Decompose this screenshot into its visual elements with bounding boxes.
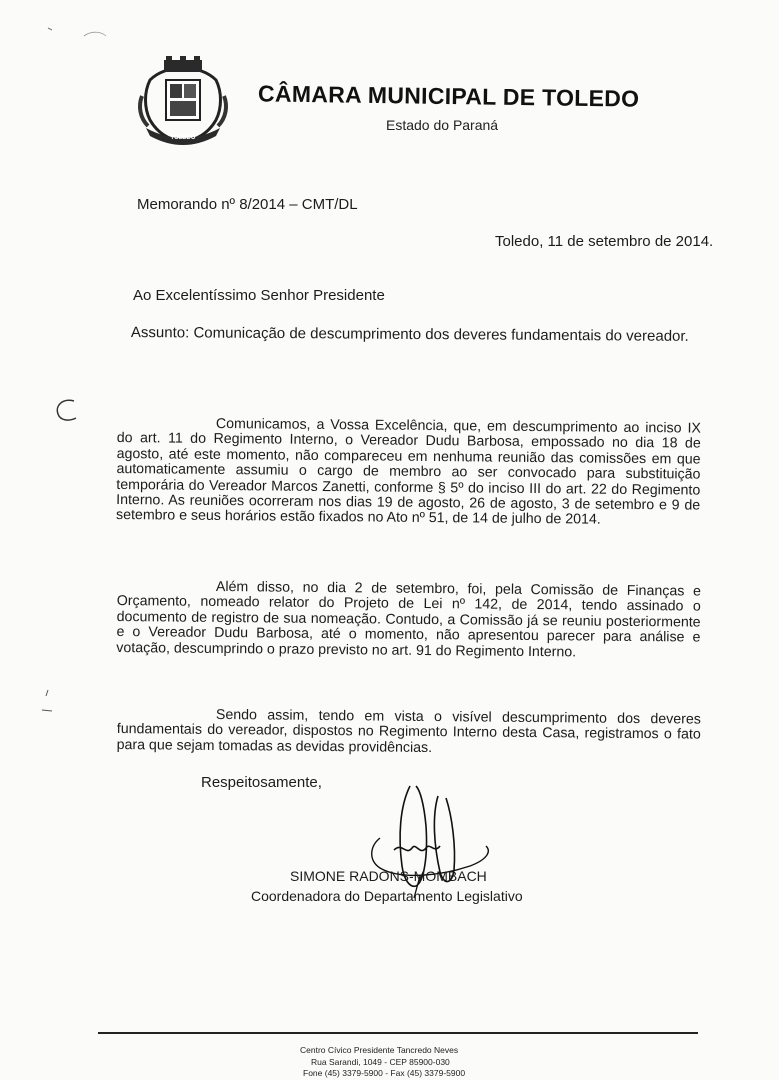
coat-of-arms-icon [136,56,230,148]
body-paragraph-2 [116,579,701,662]
place-date: Toledo, 11 de setembro de 2014. [495,233,714,250]
handwritten-signature [350,776,500,906]
paragraph-text: Além disso, no dia 2 de setembro, foi, pela Comissão de Finanças e Orçamento, nomeado relator do Projeto de Lei nº 142, de 2014, tendo assinado o documento de registro de sua nomeação. Contudo, a Comissão já se reuniu posteriormente e o Vereador Dudu Barbosa, até o momento, não apresentou parecer para análise e votação, descumprindo o prazo previsto no art. 91 do Regimento Interno. [116,578,701,661]
institution-state: Estado do Paraná [386,117,499,133]
memo-number: Memorando nº 8/2014 – CMT/DL [137,196,358,213]
footer-divider [98,1032,698,1034]
footer-address-line-3: Fone (45) 3379-5900 - Fax (45) 3379-5900 [303,1068,466,1078]
paragraph-text: Sendo assim, tendo em vista o visível descumprimento dos deveres fundamentais do vereador, dispostos no Regimento Interno desta Casa, registramos o fato para que sejam tomadas as devidas providências. [116,706,701,756]
body-paragraph-3 [117,707,701,759]
subject-line: Assunto: Comunicação de descumprimento dos deveres fundamentais do vereador. [130,324,689,345]
scan-mark [40,688,54,714]
addressee: Ao Excelentíssimo Senhor Presidente [133,287,385,304]
institution-name: CÂMARA MUNICIPAL DE TOLEDO [257,80,640,112]
body-paragraph-1 [116,416,701,529]
closing-salutation: Respeitosamente, [201,774,322,791]
signer-role: Coordenadora do Departamento Legislativo [251,888,523,904]
scan-mark [44,20,114,50]
footer-address-line-1: Centro Cívico Presidente Tancredo Neves [300,1045,459,1055]
footer-address-line-2: Rua Sarandi, 1049 - CEP 85900-030 [311,1057,450,1067]
crest-banner-text: TOLEDO [170,135,196,141]
paragraph-text: Comunicamos, a Vossa Excelência, que, em descumprimento ao inciso IX do art. 11 do Regimento Interno, o Vereador Dudu Barbosa, empossado no dia 18 de agosto, até este momento, não compareceu em nenhuma reunião das comissões em que automaticamente assumiu o cargo de membro ao ser convocado para substituição temporária do Vereador Marcos Zanetti, conforme § 5º do inciso III do art. 22 do Regimento Interno. As reuniões ocorreram nos dias 19 de agosto, 26 de agosto, 3 de setembro e 9 de setembro e seus horários estão fixados no Ato nº 51, de 14 de julho de 2014. [115,415,701,529]
scan-mark [52,396,82,426]
signer-name: SIMONE RADONS-MOMBACH [290,868,487,884]
